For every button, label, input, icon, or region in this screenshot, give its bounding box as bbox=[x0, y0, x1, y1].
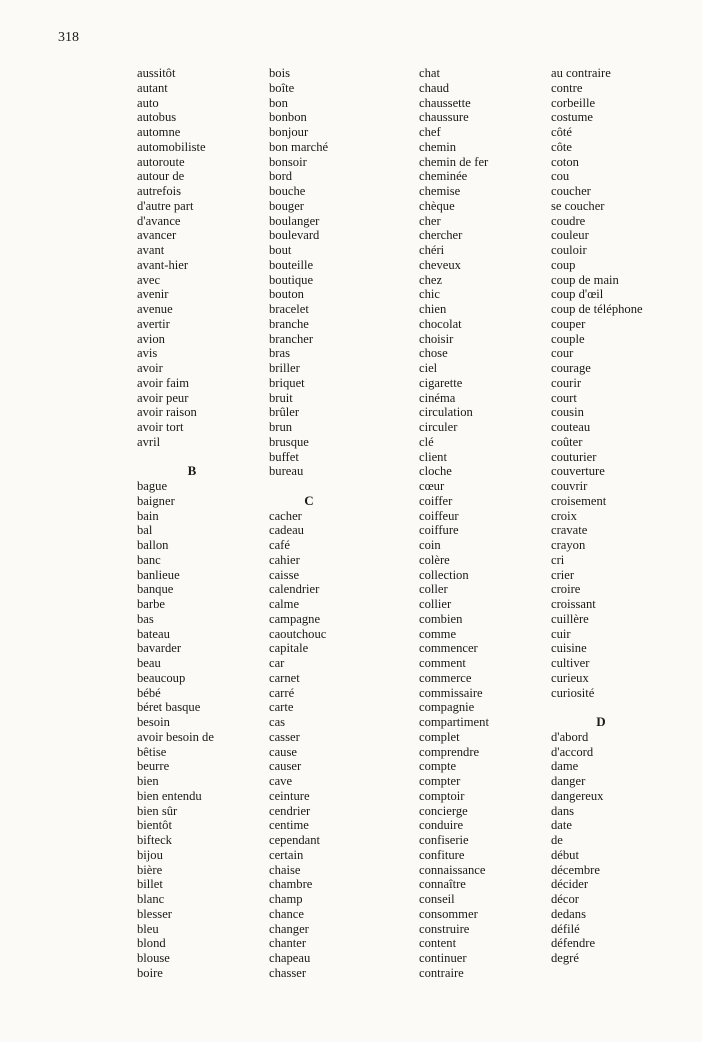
word-entry: contre bbox=[551, 80, 583, 95]
word-entry: blanc bbox=[137, 892, 165, 906]
word-entry: bière bbox=[137, 862, 163, 877]
word-entry: avion bbox=[137, 331, 165, 346]
word-entry: centime bbox=[269, 818, 309, 833]
word-entry: bague bbox=[137, 479, 168, 493]
word-entry: bifteck bbox=[137, 833, 172, 847]
word-entry: chaussette bbox=[419, 95, 471, 110]
word-entry: complet bbox=[419, 729, 460, 744]
word-entry: connaissance bbox=[419, 862, 486, 877]
blank-line bbox=[269, 479, 349, 494]
word-entry: se coucher bbox=[551, 198, 605, 213]
word-entry: circuler bbox=[419, 420, 458, 434]
word-entry: beaucoup bbox=[137, 670, 186, 685]
word-entry: avenue bbox=[137, 302, 173, 316]
word-entry: de bbox=[551, 833, 563, 847]
word-entry: danger bbox=[551, 774, 586, 788]
word-entry: bavarder bbox=[137, 641, 182, 656]
word-entry: commerce bbox=[419, 670, 472, 685]
word-entry: causer bbox=[269, 759, 302, 774]
word-entry: croire bbox=[551, 582, 581, 597]
word-entry: content bbox=[419, 936, 457, 951]
word-entry: buffet bbox=[269, 449, 299, 464]
word-entry: bruit bbox=[269, 390, 293, 405]
word-entry: corbeille bbox=[551, 95, 596, 110]
word-entry: collection bbox=[419, 567, 469, 582]
word-entry: construire bbox=[419, 921, 470, 936]
word-entry: choisir bbox=[419, 331, 454, 346]
word-entry: café bbox=[269, 538, 290, 552]
word-entry: coiffeur bbox=[419, 508, 459, 523]
word-entry: chef bbox=[419, 125, 441, 139]
word-entry: cou bbox=[551, 169, 570, 184]
word-entry: autant bbox=[137, 80, 168, 95]
word-entry: chose bbox=[419, 346, 448, 361]
word-entry: contraire bbox=[419, 965, 464, 980]
word-entry: client bbox=[419, 449, 447, 464]
word-entry: chapeau bbox=[269, 951, 311, 965]
word-entry: crier bbox=[551, 567, 575, 582]
word-entry: commissaire bbox=[419, 685, 483, 700]
word-entry: autobus bbox=[137, 110, 177, 125]
word-entry: ballon bbox=[137, 538, 169, 552]
word-entry: cour bbox=[551, 346, 574, 361]
word-entry: bal bbox=[137, 523, 153, 538]
word-entry: avant-hier bbox=[137, 257, 189, 272]
word-entry: avoir besoin de bbox=[137, 729, 214, 744]
word-entry: cuisine bbox=[551, 641, 587, 656]
word-column-1 bbox=[137, 66, 247, 981]
word-entry: circulation bbox=[419, 405, 473, 420]
word-entry: cendrier bbox=[269, 803, 311, 818]
word-entry: chaussure bbox=[419, 110, 469, 125]
word-entry: coudre bbox=[551, 213, 586, 228]
word-entry: cinéma bbox=[419, 390, 456, 405]
word-entry: avancer bbox=[137, 228, 177, 243]
word-entry: couper bbox=[551, 316, 586, 331]
word-entry: défilé bbox=[551, 921, 580, 936]
word-entry: baigner bbox=[137, 493, 175, 508]
word-entry: cigarette bbox=[419, 375, 463, 390]
word-entry: banlieue bbox=[137, 567, 180, 582]
word-entry: costume bbox=[551, 110, 593, 125]
word-entry: brusque bbox=[269, 434, 309, 449]
word-entry: bien sûr bbox=[137, 803, 178, 818]
word-entry: chaise bbox=[269, 862, 301, 877]
word-entry: cependant bbox=[269, 833, 321, 847]
word-entry: avril bbox=[137, 434, 161, 449]
word-entry: chaud bbox=[419, 80, 450, 95]
word-entry: coin bbox=[419, 538, 441, 552]
word-entry: boutique bbox=[269, 272, 314, 287]
word-entry: capitale bbox=[269, 641, 309, 656]
word-entry: confiserie bbox=[419, 833, 469, 847]
word-entry: chat bbox=[419, 66, 440, 80]
word-entry: bain bbox=[137, 508, 159, 523]
word-entry: bonbon bbox=[269, 110, 307, 125]
word-entry: courage bbox=[551, 361, 591, 375]
word-entry: cravate bbox=[551, 523, 588, 538]
word-entry: couvrir bbox=[551, 479, 588, 493]
word-entry: dangereux bbox=[551, 788, 604, 803]
word-entry: compagnie bbox=[419, 700, 475, 715]
word-entry: avoir peur bbox=[137, 390, 189, 405]
word-entry: chasser bbox=[269, 965, 307, 980]
word-entry: d'autre part bbox=[137, 198, 194, 213]
word-entry: côté bbox=[551, 125, 572, 139]
word-entry: beurre bbox=[137, 759, 170, 774]
word-entry: croix bbox=[551, 508, 577, 523]
word-entry: début bbox=[551, 847, 579, 862]
word-entry: brun bbox=[269, 420, 293, 434]
word-entry: cave bbox=[269, 774, 293, 788]
word-entry: couloir bbox=[551, 243, 587, 257]
word-entry: coup de main bbox=[551, 272, 619, 287]
word-entry: chambre bbox=[269, 877, 313, 892]
word-entry: chéri bbox=[419, 243, 445, 257]
word-entry: compte bbox=[419, 759, 457, 774]
word-entry: bouton bbox=[269, 287, 304, 302]
word-entry: cuillère bbox=[551, 611, 589, 626]
word-entry: avertir bbox=[137, 316, 170, 331]
word-entry: béret basque bbox=[137, 700, 201, 715]
word-entry: avoir faim bbox=[137, 375, 190, 390]
word-column-4 bbox=[551, 66, 651, 966]
word-column-3 bbox=[419, 66, 529, 981]
word-entry: aussitôt bbox=[137, 66, 176, 80]
word-entry: bébé bbox=[137, 685, 161, 700]
word-entry: autoroute bbox=[137, 154, 185, 169]
word-entry: barbe bbox=[137, 597, 165, 611]
word-entry: couleur bbox=[551, 228, 589, 243]
word-entry: campagne bbox=[269, 611, 321, 626]
word-entry: combien bbox=[419, 611, 463, 626]
word-entry: bêtise bbox=[137, 744, 167, 759]
word-entry: court bbox=[551, 390, 577, 405]
word-entry: bien entendu bbox=[137, 788, 202, 803]
word-entry: bouteille bbox=[269, 257, 314, 272]
word-entry: curiosité bbox=[551, 685, 595, 700]
word-entry: chance bbox=[269, 906, 304, 921]
word-entry: cloche bbox=[419, 464, 452, 479]
word-entry: cher bbox=[419, 213, 441, 228]
word-entry: chercher bbox=[419, 228, 463, 243]
section-letter-heading: B bbox=[187, 463, 197, 479]
word-entry: cheveux bbox=[419, 257, 461, 272]
word-entry: boulevard bbox=[269, 228, 320, 243]
word-entry: comprendre bbox=[419, 744, 480, 759]
word-entry: courir bbox=[551, 375, 582, 390]
word-entry: bonjour bbox=[269, 125, 309, 139]
word-entry: champ bbox=[269, 892, 303, 906]
word-entry: croisement bbox=[551, 493, 607, 508]
word-entry: couteau bbox=[551, 420, 591, 434]
word-entry: avoir bbox=[137, 361, 163, 375]
word-entry: cas bbox=[269, 715, 286, 729]
word-entry: bien bbox=[137, 774, 159, 788]
word-entry: bijou bbox=[137, 847, 163, 862]
blank-line bbox=[551, 700, 651, 715]
word-entry: degré bbox=[551, 951, 579, 965]
word-entry: croissant bbox=[551, 597, 596, 611]
word-entry: chez bbox=[419, 272, 443, 287]
word-entry: cœur bbox=[419, 479, 445, 493]
word-entry: chien bbox=[419, 302, 447, 316]
word-entry: caoutchouc bbox=[269, 626, 327, 641]
word-entry: couple bbox=[551, 331, 585, 346]
word-entry: dans bbox=[551, 803, 575, 818]
word-entry: cultiver bbox=[551, 656, 590, 670]
word-entry: collier bbox=[419, 597, 452, 611]
word-entry: cahier bbox=[269, 552, 300, 567]
word-entry: comptoir bbox=[419, 788, 465, 803]
word-entry: banque bbox=[137, 582, 174, 597]
word-entry: blesser bbox=[137, 906, 172, 921]
word-entry: d'accord bbox=[551, 744, 594, 759]
word-entry: dedans bbox=[551, 906, 586, 921]
word-entry: coup de téléphone bbox=[551, 302, 643, 316]
word-entry: bleu bbox=[137, 921, 159, 936]
word-entry: bout bbox=[269, 243, 292, 257]
word-entry: ciel bbox=[419, 361, 438, 375]
word-entry: continuer bbox=[419, 951, 467, 965]
word-entry: changer bbox=[269, 921, 309, 936]
word-entry: avoir raison bbox=[137, 405, 197, 420]
word-entry: couverture bbox=[551, 464, 605, 479]
word-entry: décor bbox=[551, 892, 579, 906]
word-entry: défendre bbox=[551, 936, 596, 951]
word-entry: connaître bbox=[419, 877, 466, 892]
word-entry: chemin de fer bbox=[419, 154, 489, 169]
word-entry: avec bbox=[137, 272, 161, 287]
word-entry: dame bbox=[551, 759, 579, 774]
word-entry: avenir bbox=[137, 287, 169, 302]
word-entry: coton bbox=[551, 154, 579, 169]
word-entry: consommer bbox=[419, 906, 478, 921]
word-entry: comment bbox=[419, 656, 466, 670]
word-entry: automobiliste bbox=[137, 139, 206, 154]
word-entry: côte bbox=[551, 139, 572, 154]
word-entry: automne bbox=[137, 125, 181, 139]
word-entry: couturier bbox=[551, 449, 597, 464]
word-entry: billet bbox=[137, 877, 163, 892]
word-entry: bientôt bbox=[137, 818, 172, 833]
word-entry: coiffure bbox=[419, 523, 459, 538]
word-entry: bonsoir bbox=[269, 154, 307, 169]
word-entry: calme bbox=[269, 597, 300, 611]
word-entry: briquet bbox=[269, 375, 305, 390]
word-entry: bois bbox=[269, 66, 290, 80]
word-entry: chemise bbox=[419, 184, 461, 198]
word-entry: cuir bbox=[551, 626, 571, 641]
word-entry: cause bbox=[269, 744, 297, 759]
word-entry: crayon bbox=[551, 538, 586, 552]
word-entry: coûter bbox=[551, 434, 583, 449]
word-entry: commencer bbox=[419, 641, 478, 656]
word-entry: casser bbox=[269, 729, 300, 744]
word-entry: caisse bbox=[269, 567, 300, 582]
word-entry: branche bbox=[269, 316, 309, 331]
word-entry: chemin bbox=[419, 139, 457, 154]
word-entry: beau bbox=[137, 656, 161, 670]
word-entry: bras bbox=[269, 346, 290, 361]
word-entry: carnet bbox=[269, 670, 300, 685]
word-entry: décider bbox=[551, 877, 589, 892]
word-entry: coiffer bbox=[419, 493, 453, 508]
word-entry: cacher bbox=[269, 508, 302, 523]
word-entry: coup bbox=[551, 257, 576, 272]
word-entry: autrefois bbox=[137, 184, 182, 198]
word-entry: colère bbox=[419, 552, 450, 567]
word-entry: conseil bbox=[419, 892, 455, 906]
word-entry: chèque bbox=[419, 198, 455, 213]
word-entry: concierge bbox=[419, 803, 468, 818]
word-entry: boire bbox=[137, 965, 163, 980]
word-entry: car bbox=[269, 656, 285, 670]
word-entry: carré bbox=[269, 685, 295, 700]
word-entry: comme bbox=[419, 626, 457, 641]
word-entry: chic bbox=[419, 287, 440, 302]
word-entry: bracelet bbox=[269, 302, 309, 316]
word-entry: coup d'œil bbox=[551, 287, 604, 302]
word-entry: auto bbox=[137, 95, 159, 110]
word-entry: confiture bbox=[419, 847, 465, 862]
word-entry: certain bbox=[269, 847, 304, 862]
page-number: 318 bbox=[58, 30, 79, 45]
word-entry: chocolat bbox=[419, 316, 462, 331]
word-entry: blouse bbox=[137, 951, 170, 965]
word-entry: banc bbox=[137, 552, 161, 567]
word-entry: bouche bbox=[269, 184, 306, 198]
word-entry: cousin bbox=[551, 405, 584, 420]
word-entry: au contraire bbox=[551, 66, 611, 80]
word-entry: brancher bbox=[269, 331, 314, 346]
word-entry: coucher bbox=[551, 184, 591, 198]
word-entry: cheminée bbox=[419, 169, 468, 184]
word-entry: boulanger bbox=[269, 213, 320, 228]
word-entry: besoin bbox=[137, 715, 170, 729]
word-entry: compter bbox=[419, 774, 461, 788]
word-entry: boîte bbox=[269, 80, 295, 95]
word-entry: carte bbox=[269, 700, 294, 715]
word-entry: clé bbox=[419, 434, 434, 449]
word-entry: avis bbox=[137, 346, 158, 361]
word-entry: bon bbox=[269, 95, 288, 110]
word-entry: avant bbox=[137, 243, 165, 257]
word-entry: décembre bbox=[551, 862, 600, 877]
word-entry: chanter bbox=[269, 936, 307, 951]
word-column-2 bbox=[269, 66, 349, 981]
word-entry: conduire bbox=[419, 818, 464, 833]
blank-line bbox=[137, 450, 247, 465]
word-entry: bouger bbox=[269, 198, 304, 213]
word-entry: d'avance bbox=[137, 213, 181, 228]
word-entry: bord bbox=[269, 169, 293, 184]
word-entry: avoir tort bbox=[137, 420, 184, 434]
word-entry: d'abord bbox=[551, 729, 589, 744]
word-entry: blond bbox=[137, 936, 166, 951]
word-entry: cri bbox=[551, 552, 565, 567]
word-entry: cadeau bbox=[269, 523, 304, 538]
section-letter-heading: D bbox=[596, 714, 606, 729]
word-entry: briller bbox=[269, 361, 300, 375]
word-entry: bateau bbox=[137, 626, 170, 641]
word-entry: bon marché bbox=[269, 139, 329, 154]
word-entry: brûler bbox=[269, 405, 300, 420]
word-entry: bureau bbox=[269, 464, 304, 479]
word-entry: curieux bbox=[551, 670, 589, 685]
word-entry: ceinture bbox=[269, 788, 310, 803]
word-entry: bas bbox=[137, 611, 154, 626]
word-entry: coller bbox=[419, 582, 448, 597]
word-entry: calendrier bbox=[269, 582, 320, 597]
section-letter-heading: C bbox=[304, 492, 314, 508]
word-entry: date bbox=[551, 818, 572, 833]
word-entry: compartiment bbox=[419, 715, 489, 729]
word-entry: autour de bbox=[137, 169, 185, 184]
